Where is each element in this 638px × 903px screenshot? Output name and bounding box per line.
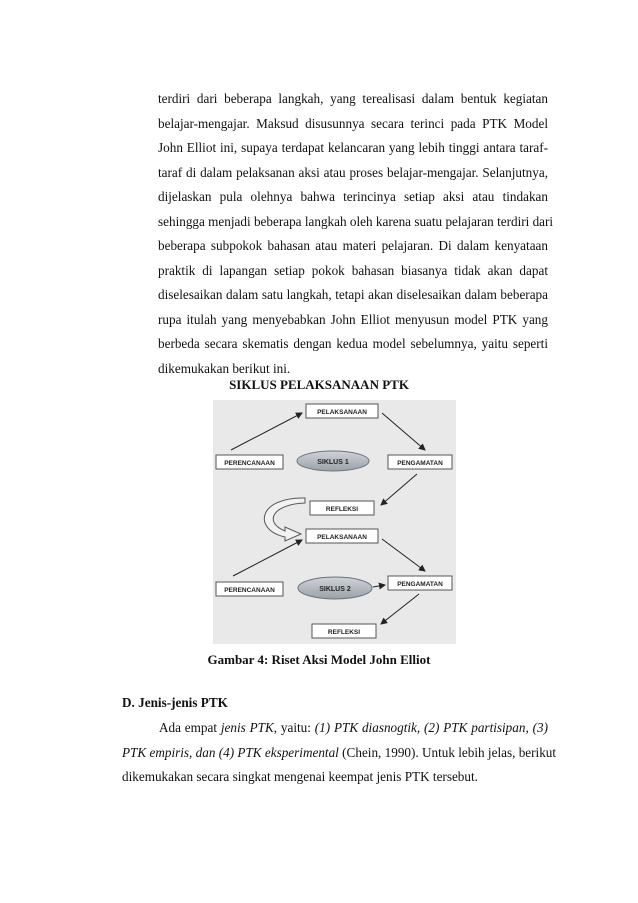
body-paragraph-2 bbox=[122, 716, 557, 790]
arrow-perencanaan-to-pelaksanaan-2 bbox=[233, 540, 302, 576]
text-line: rupa itulah yang menyebabkan John Elliot menyusun model PTK yang bbox=[158, 311, 548, 327]
section-heading: D. Jenis-jenis PTK bbox=[122, 695, 228, 710]
figure-caption: Gambar 4: Riset Aksi Model John Elliot bbox=[207, 652, 431, 667]
pengamatan-label-1: PENGAMATAN bbox=[397, 460, 443, 467]
italic-text: PTK empiris, dan (4) PTK eksperimental bbox=[122, 744, 339, 760]
italic-text: (1) PTK diasnogtik, (2) PTK partisipan, (3) bbox=[314, 720, 548, 735]
text-run: , yaitu: bbox=[273, 720, 315, 735]
text-line: praktik di lapangan setiap pokok bahasan biasanya tidak akan dapat bbox=[158, 262, 548, 278]
arrow-pengamatan-to-refleksi bbox=[381, 474, 417, 505]
curved-arrow-icon bbox=[264, 498, 305, 541]
pelaksanaan-label-1: PELAKSANAAN bbox=[317, 409, 367, 416]
text-run: Ada empat bbox=[159, 720, 221, 735]
refleksi-label-1: REFLEKSI bbox=[325, 506, 359, 513]
text-line: diselesaikan dalam satu langkah, tetapi akan diselesaikan dalam beberapa bbox=[158, 287, 548, 302]
arrow-pengamatan-to-refleksi-2 bbox=[381, 594, 419, 624]
pelaksanaan-label-2: PELAKSANAAN bbox=[317, 534, 367, 541]
text-line: dikemukakan berikut ini. bbox=[158, 360, 291, 376]
perencanaan-label-2: PERENCANAAN bbox=[224, 587, 275, 594]
arrow-pelaksanaan-to-pengamatan-2 bbox=[382, 539, 425, 571]
arrow-pelaksanaan-to-pengamatan bbox=[382, 413, 425, 450]
pengamatan-label-2: PENGAMATAN bbox=[397, 581, 443, 588]
text-line: taraf di dalam pelaksanan aksi atau proses belajar-mengajar. Selanjutnya, bbox=[158, 164, 548, 180]
text-line bbox=[122, 741, 557, 766]
text-line: belajar-mengajar. Maksud disusunnya secara terinci pada PTK Model bbox=[158, 115, 548, 131]
text-line: dijelaskan pula olehnya bahwa terincinya setiap aksi atau tindakan bbox=[158, 189, 548, 204]
text-line: beberapa subpokok bahasan atau materi pelajaran. Di dalam kenyataan bbox=[158, 238, 548, 253]
figure-title: SIKLUS PELAKSANAAN PTK bbox=[229, 377, 409, 392]
cycle-diagram-svg bbox=[213, 400, 456, 644]
text-line: sehingga menjadi beberapa langkah oleh karena suatu pelajaran terdiri dari bbox=[158, 213, 554, 229]
body-paragraph bbox=[158, 87, 554, 381]
perencanaan-label-1: PERENCANAAN bbox=[224, 460, 275, 467]
siklus-1-label: SIKLUS 1 bbox=[317, 459, 349, 466]
text-run: (Chein, 1990). Untuk lebih jelas, berikut bbox=[338, 744, 557, 760]
siklus-2-label: SIKLUS 2 bbox=[319, 586, 351, 593]
text-line: John Elliot ini, supaya terdapat kelancaran yang lebih tinggi antara taraf- bbox=[158, 140, 548, 155]
text-line: dikemukakan secara singkat mengenai keempat jenis PTK tersebut. bbox=[122, 769, 478, 784]
refleksi-label-2: REFLEKSI bbox=[327, 629, 361, 636]
arrow-perencanaan-to-pelaksanaan bbox=[231, 413, 302, 450]
text-line: berbeda secara skematis dengan kedua model sebelumnya, yaitu seperti bbox=[158, 336, 548, 351]
text-line: terdiri dari beberapa langkah, yang terealisasi dalam bentuk kegiatan bbox=[158, 91, 548, 106]
cycle-diagram bbox=[213, 400, 456, 644]
italic-text: jenis PTK bbox=[220, 720, 274, 735]
arrow-siklus-to-pengamatan-2 bbox=[373, 585, 385, 587]
text-line bbox=[122, 716, 548, 741]
